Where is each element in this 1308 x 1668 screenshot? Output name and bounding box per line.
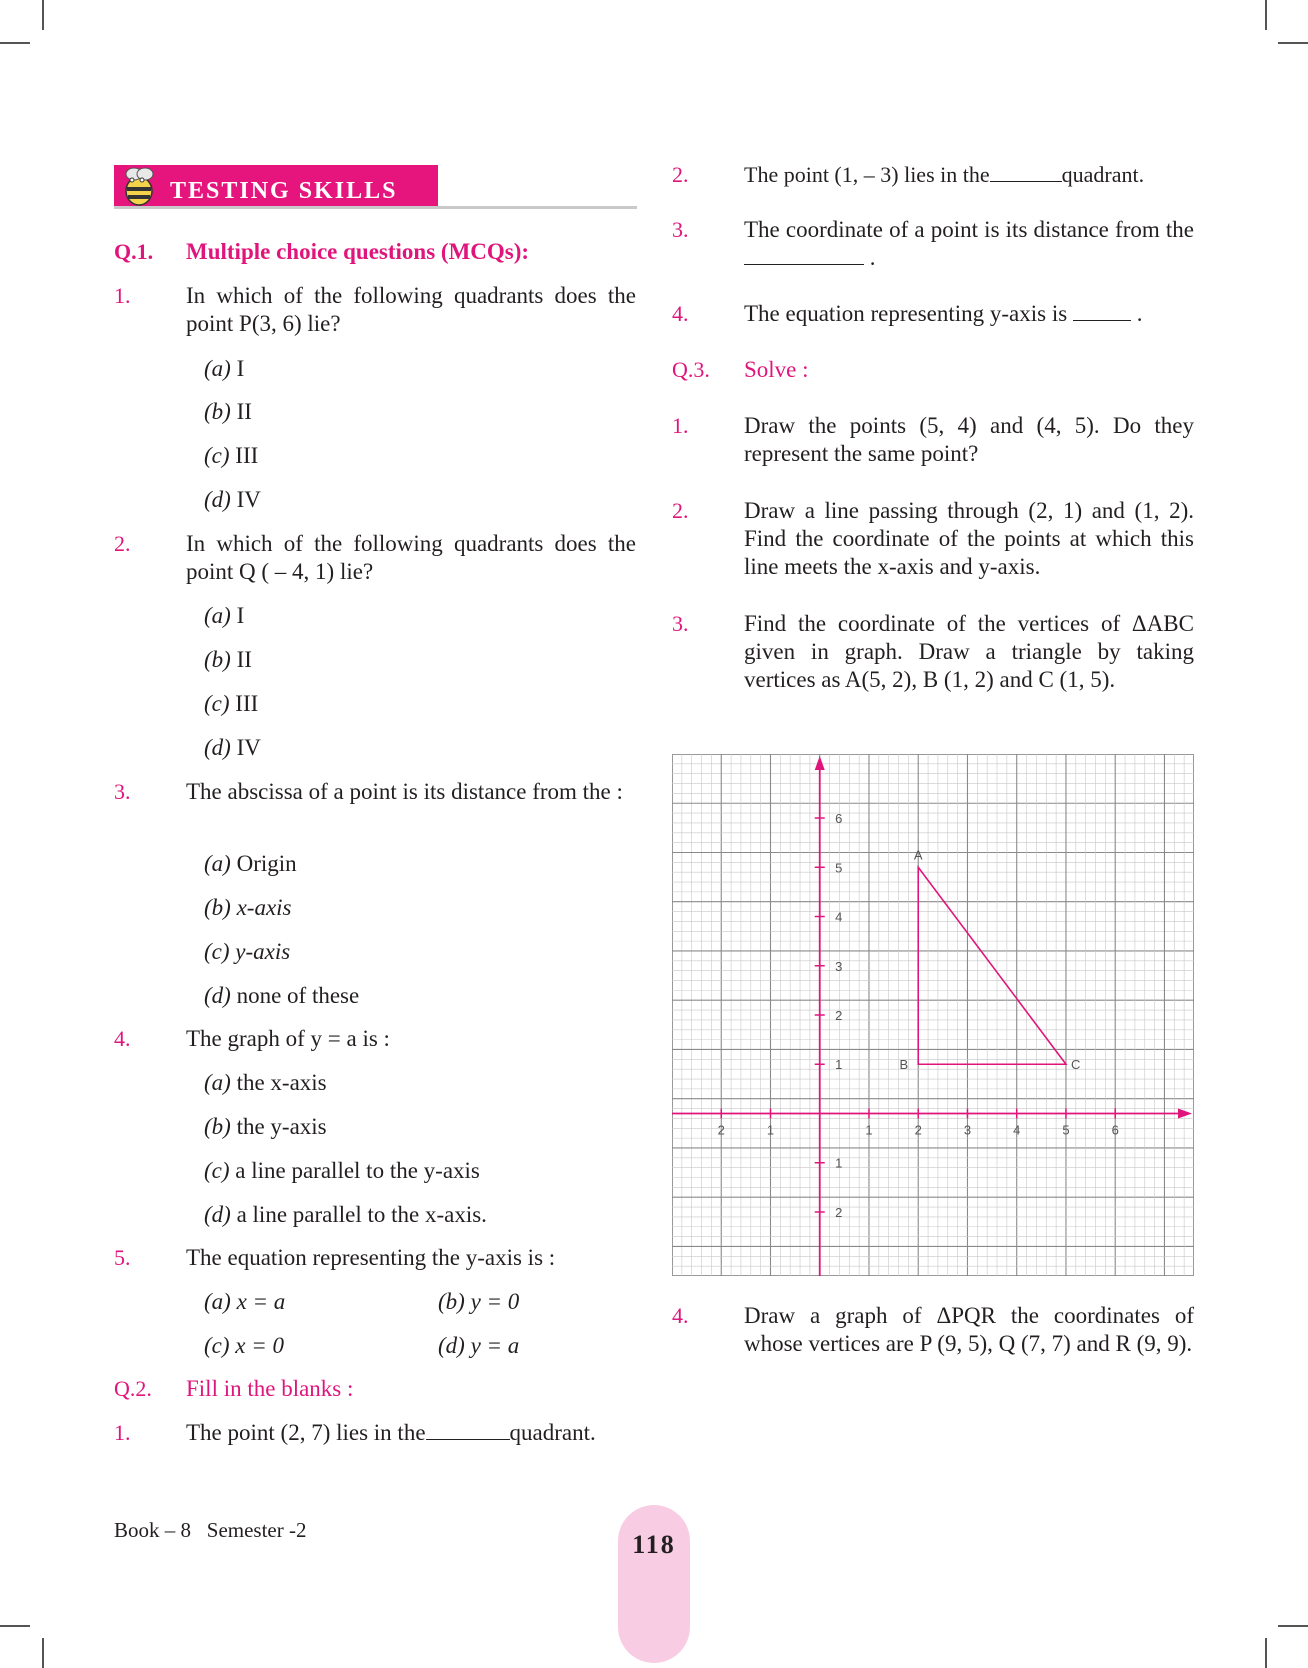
solve-question: Draw the points (5, 4) and (4, 5). Do they represent the same point?: [744, 413, 1194, 466]
mcq-question: In which of the following quadrants does the point P(3, 6) lie?: [186, 283, 636, 336]
vertex-label: B: [899, 1057, 909, 1073]
x-tick-label: 5: [1062, 1122, 1070, 1138]
y-tick-label: 1: [835, 1155, 843, 1171]
vertex-label: A: [913, 847, 923, 863]
blank-number: 1.: [114, 1420, 131, 1445]
q2-number: Q.2.: [114, 1376, 152, 1401]
mcq-question: In which of the following quadrants does the point Q ( – 4, 1) lie?: [186, 531, 636, 584]
answer-blank[interactable]: [426, 1419, 510, 1440]
page-number: 118: [632, 1530, 676, 1559]
mcq-option: (c) y-axis: [204, 939, 291, 964]
mcq-option: (d) IV: [204, 487, 261, 512]
fill-blank-question: The point (2, 7) lies in the quadrant.: [186, 1420, 596, 1445]
y-tick-label: 6: [835, 811, 843, 827]
solve-question: Draw a line passing through (2, 1) and (1, 2). Find the coordinate of the points at which this line meets the x-axis and y-axis.: [744, 498, 1194, 579]
mcq-option: (b) II: [204, 647, 252, 672]
mcq-option: (c) a line parallel to the y-axis: [204, 1158, 480, 1183]
mcq-number: 4.: [114, 1026, 131, 1051]
solve-number: 4.: [672, 1303, 689, 1328]
crop-mark: [0, 1625, 30, 1627]
mcq-option: (b) II: [204, 399, 252, 424]
q1-heading: Multiple choice questions (MCQs):: [186, 239, 530, 264]
page-number-tab: [618, 1505, 690, 1663]
blank-number: 4.: [672, 301, 689, 326]
y-tick-label: 4: [835, 909, 843, 925]
q1-number: Q.1.: [114, 239, 154, 264]
solve-number: 2.: [672, 498, 689, 523]
section-title: TESTING SKILLS: [170, 178, 398, 204]
solve-question: Draw a graph of ΔPQR the coordinates of whose vertices are P (9, 5), Q (7, 7) and R (9, 9).: [744, 1303, 1194, 1356]
fill-blank-question: The point (1, – 3) lies in the quadrant.: [744, 162, 1145, 187]
mcq-option: (c) III: [204, 443, 259, 468]
mcq-option: (b) y = 0: [438, 1289, 520, 1314]
y-tick-label: 2: [835, 1008, 843, 1023]
mcq-option: (a) I: [204, 603, 245, 628]
banner-underline: [114, 206, 637, 209]
coordinate-graph: [672, 754, 1194, 1276]
fill-blank-question: The coordinate of a point is its distance from the .: [744, 217, 1194, 270]
mcq-option: (a) x = a: [204, 1289, 286, 1314]
solve-question: Find the coordinate of the vertices of ΔABC given in graph. Draw a triangle by taking vertices as A(5, 2), B (1, 2) and C (1, 5).: [744, 611, 1194, 692]
mcq-option: (d) IV: [204, 735, 261, 760]
y-tick-label: 2: [835, 1204, 843, 1220]
mcq-option: (b) the y-axis: [204, 1114, 327, 1139]
y-tick-label: 1: [835, 1057, 843, 1073]
blank-number: 2.: [672, 162, 689, 187]
crop-mark: [0, 42, 30, 44]
mcq-option: (a) the x-axis: [204, 1070, 327, 1095]
q2-heading: Fill in the blanks :: [186, 1376, 354, 1401]
blank-number: 3.: [672, 217, 689, 242]
vertex-label: C: [1070, 1057, 1081, 1073]
q3-number: Q.3.: [672, 357, 710, 382]
answer-blank[interactable]: [744, 244, 864, 265]
x-tick-label: 4: [1013, 1122, 1021, 1138]
x-tick-label: 1: [865, 1122, 873, 1138]
mcq-option: (c) x = 0: [204, 1333, 285, 1358]
x-tick-label: 3: [963, 1122, 972, 1138]
x-tick-label: 2: [914, 1122, 922, 1138]
x-tick-label: 2: [717, 1122, 725, 1138]
crop-mark: [1278, 1625, 1308, 1627]
mcq-number: 3.: [114, 779, 131, 804]
mcq-question: The graph of y = a is :: [186, 1026, 390, 1051]
y-tick-label: 3: [835, 958, 843, 974]
x-tick-label: 1: [766, 1122, 775, 1138]
crop-mark: [1265, 1638, 1267, 1668]
mcq-option: (c) III: [204, 691, 259, 716]
mcq-question: The abscissa of a point is its distance from the :: [186, 779, 623, 804]
footer-book: Book – 8 Semester -2: [114, 1518, 307, 1542]
solve-number: 1.: [672, 413, 689, 438]
y-tick-label: 5: [835, 860, 843, 876]
mcq-option: (b) x-axis: [204, 895, 292, 920]
q3-heading: Solve :: [744, 357, 809, 382]
answer-blank[interactable]: [1073, 300, 1131, 321]
answer-blank[interactable]: [990, 161, 1062, 182]
mcq-option: (d) a line parallel to the x-axis.: [204, 1202, 487, 1227]
mcq-option: (d) y = a: [438, 1333, 520, 1358]
crop-mark: [42, 1638, 44, 1668]
solve-number: 3.: [672, 611, 689, 636]
fill-blank-question: The equation representing y-axis is .: [744, 301, 1143, 326]
mcq-question: The equation representing the y-axis is :: [186, 1245, 556, 1270]
mcq-number: 5.: [114, 1245, 131, 1270]
graph-grid: [672, 754, 1194, 1276]
bee-icon: [112, 165, 162, 209]
mcq-option: (a) I: [204, 356, 245, 381]
crop-mark: [1265, 0, 1267, 30]
x-tick-label: 6: [1111, 1122, 1119, 1138]
mcq-number: 1.: [114, 283, 131, 308]
crop-mark: [42, 0, 44, 30]
mcq-option: (d) none of these: [204, 983, 360, 1008]
mcq-number: 2.: [114, 531, 131, 556]
mcq-option: (a) Origin: [204, 851, 297, 876]
crop-mark: [1278, 42, 1308, 44]
